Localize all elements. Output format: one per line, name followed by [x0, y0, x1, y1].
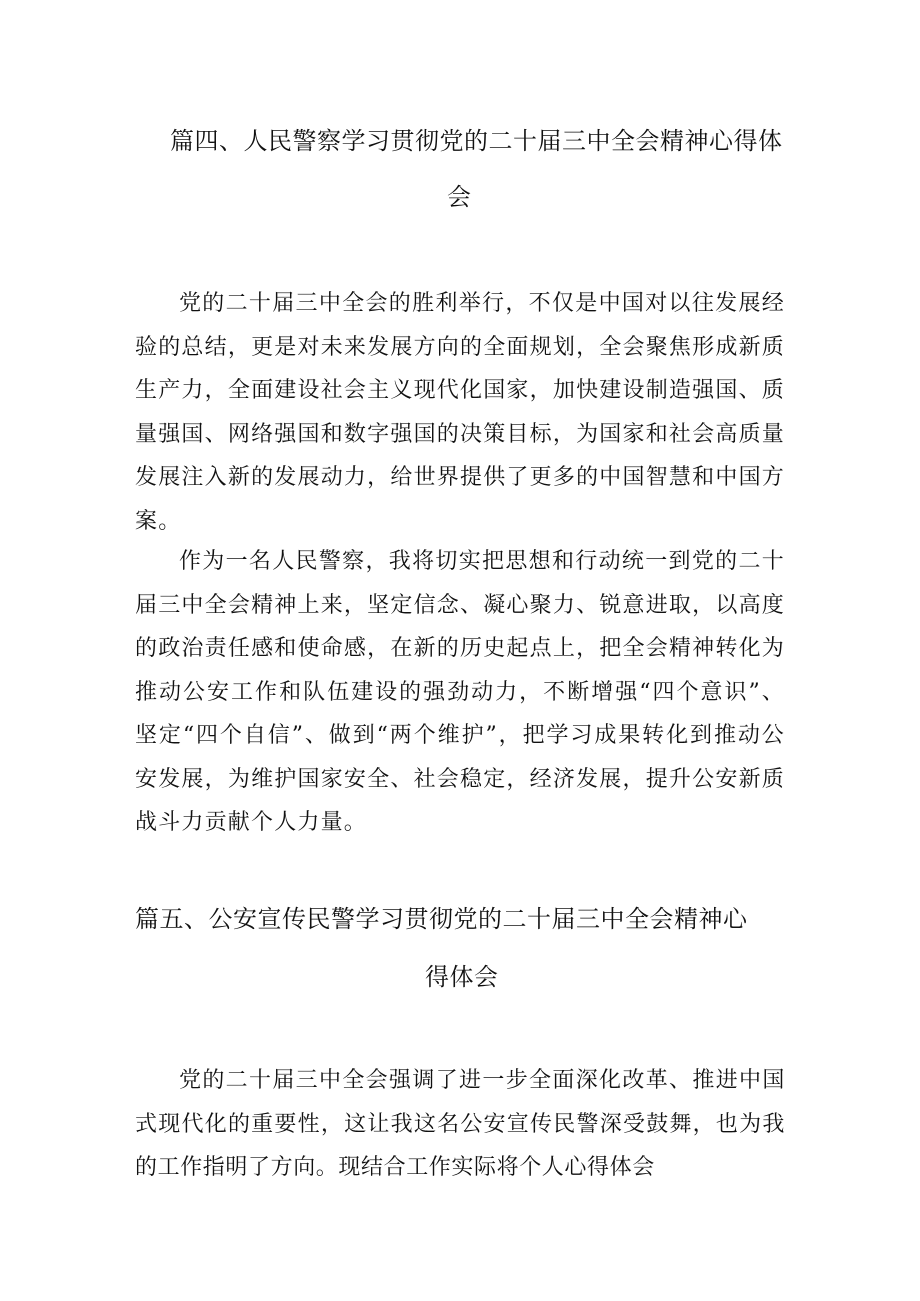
section-5-paragraph-1: 党的二十届三中全会强调了进一步全面深化改革、推进中国式现代化的重要性，这让我这名公安宣传民警深受鼓舞，也为我的工作指明了方向。现结合工作实际将个人心得体会 — [135, 1068, 785, 1180]
section-4-title-line-1: 篇四、人民警察学习贯彻党的二十届三中全会精神心得体 — [170, 127, 783, 155]
section-5-title-line-2: 得体会 — [425, 963, 499, 991]
section-4-paragraph-2: 作为一名人民警察，我将切实把思想和行动统一到党的二十届三中全会精神上来，坚定信念、凝心聚力、锐意进取，以高度的政治责任感和使命感，在新的历史起点上，把全会精神转化为推动公安工作和队伍建设的强劲动力，不断增强“四个意识”、坚定“四个自信”、做到“两个维护”，把学习成果转化到推动公安发展，为维护国家安全、社会稳定，经济发展，提升公安新质战斗力贡献个人力量。 — [135, 549, 785, 835]
section-4-title-line-2: 会 — [447, 183, 472, 211]
section-5-title-line-1: 篇五、公安宣传民警学习贯彻党的二十届三中全会精神心 — [135, 905, 748, 933]
section-4-paragraph-1: 党的二十届三中全会的胜利举行，不仅是中国对以往发展经验的总结，更是对未来发展方向的全面规划，全会聚焦形成新质生产力，全面建设社会主义现代化国家，加快建设制造强国、质量强国、网络强国和数字强国的决策目标，为国家和社会高质量发展注入新的发展动力，给世界提供了更多的中国智慧和中国方案。 — [135, 291, 785, 534]
